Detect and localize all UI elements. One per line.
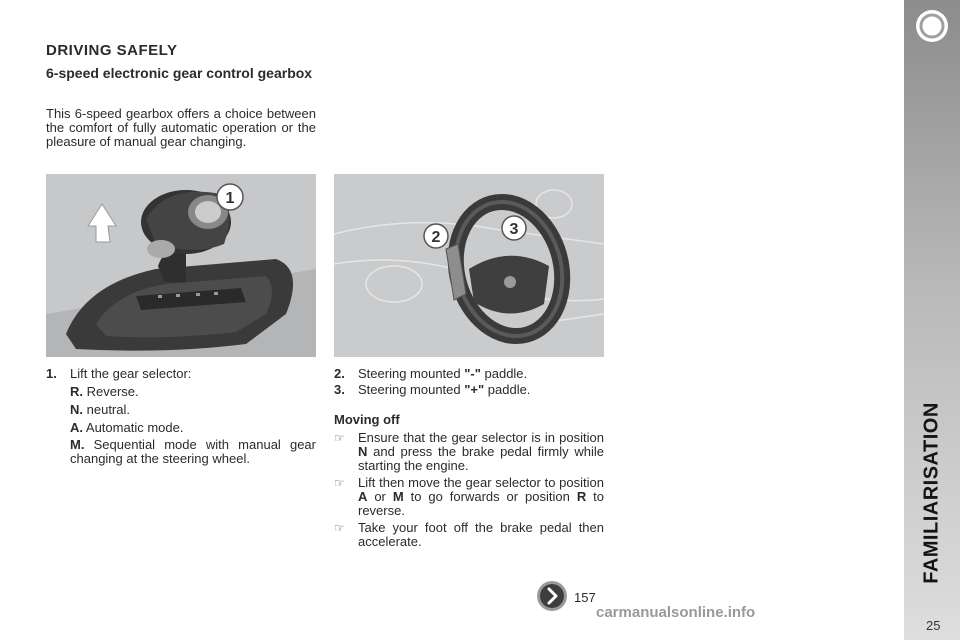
page-number: 25 — [926, 618, 941, 633]
list-item: A. Automatic mode. — [70, 420, 184, 435]
callout-1: 1 — [225, 190, 235, 207]
bullet-item: ☞ Ensure that the gear selector is in position N and press the brake pedal firmly while starting the engine. — [334, 430, 604, 473]
hand-pointer-icon: ☞ — [334, 431, 345, 445]
bullet-item: ☞ Lift then move the gear selector to position A or M to go forwards or position R to reverse. — [334, 475, 604, 518]
list-item: N. neutral. — [70, 402, 130, 417]
chapter-title: FAMILIARISATION — [920, 402, 943, 584]
intro-paragraph: This 6-speed gearbox offers a choice between the comfort of fully automatic operation or the pleasure of manual gear changing. — [46, 106, 316, 149]
moving-off-heading: Moving off — [334, 412, 400, 427]
item-number: 1. — [46, 366, 57, 381]
list-item-2: 2. Steering mounted "-" paddle. — [334, 366, 528, 381]
left-list — [46, 366, 316, 466]
hand-pointer-icon: ☞ — [334, 521, 345, 535]
chapter-icon — [914, 8, 950, 44]
item-text: Lift the gear selector: — [70, 366, 192, 381]
subsection-title: 6-speed electronic gear control gearbox — [46, 65, 313, 81]
bullet-item: ☞ Take your foot off the brake pedal then accelerate. — [334, 520, 604, 549]
gear-selector-figure — [46, 174, 316, 357]
hand-pointer-icon: ☞ — [334, 476, 345, 490]
list-item: R. Reverse. — [70, 384, 139, 399]
list-item-1 — [46, 366, 316, 382]
callout-3: 3 — [509, 221, 519, 238]
section-title: DRIVING SAFELY — [46, 42, 178, 59]
right-list — [334, 366, 604, 552]
steering-wheel-figure — [334, 174, 604, 357]
callout-2: 2 — [431, 229, 441, 246]
list-item: M. Sequential mode with manual gear changing at the steering wheel. — [70, 437, 316, 466]
list-item-3: 3. Steering mounted "+" paddle. — [334, 382, 531, 397]
page-ref-arrow-icon[interactable] — [536, 580, 568, 612]
page-reference[interactable]: 157 — [574, 590, 596, 605]
footer-watermark: carmanualsonline.info — [596, 604, 756, 621]
